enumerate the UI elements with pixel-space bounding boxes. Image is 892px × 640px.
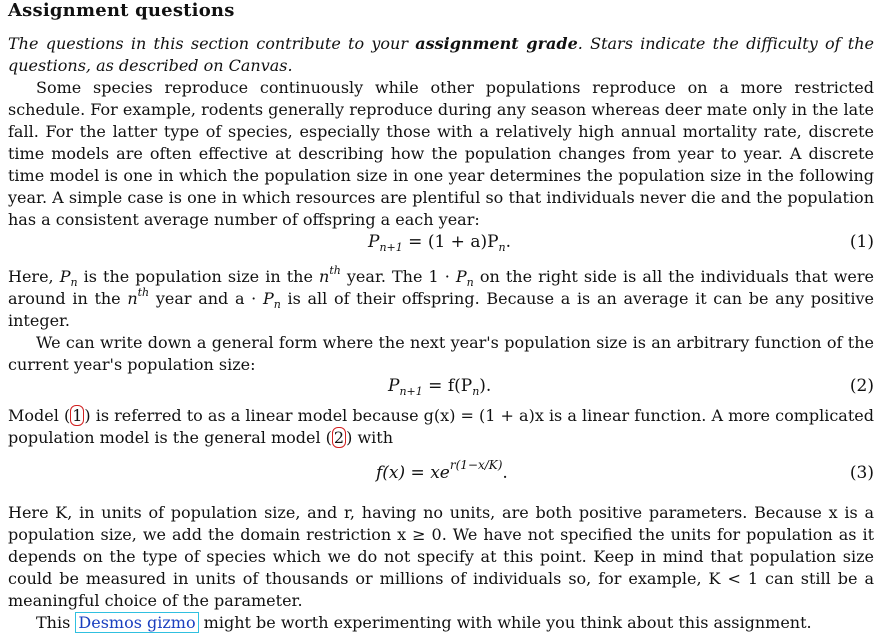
paragraph-4: Model ( 1 ) is referred to as a linear model because g(x) = (1 + a)x is a linear function. A more complicated population model is the general model ( 2 ) with: [8, 406, 874, 447]
section-heading: Assignment questions: [8, 0, 235, 21]
intro-after: . Stars indicate the difficulty of the questions, as described on Canvas.: [8, 34, 875, 75]
paragraph-2: Here, $P_n$ is the population size in the $n^{th}$ year. The $1 \cdot P_n$ on the right side is all the individuals that were around in the $n^{th}$ year and $a \cdot P_n$ is all of their offspring. Because a is an average it can be any positive integer.: [8, 264, 875, 330]
equation-2: [8, 376, 874, 400]
equation-2-number: (2): [849, 376, 874, 396]
paragraph-5: Here K, in units of population size, and r, having no units, are both positive parameters. Because x is a population size, we add the domain restriction x ≥ 0. We have not specified the units for population as it depends on the type of species which we do not specify at this point. Keep in mind that population size could be measured in units of thousands or millions of individuals so, for example, K < 1 can still be a meaningful choice of the parameter.: [8, 503, 874, 610]
equation-1-formula: $P_{n+1} = (1 + a)P_n$.: [368, 232, 512, 254]
equation-1-number: (1): [849, 232, 874, 252]
intro-before: The questions in this section contribute to your: [8, 34, 416, 53]
equation-3: [8, 458, 874, 487]
equation-ref-1[interactable]: 1: [72, 406, 83, 425]
intro-bold: assignment grade: [415, 34, 578, 53]
paragraph-1: Some species reproduce continuously while other populations reproduce on a more restricted schedule. For example, rodents generally reproduce during any season whereas deer mate only in the late fall. For the latter type of species, especially those with a relatively high annual mortality rate, discrete time models are often effective at describing how the population changes from year to year. A discrete time model is one in which the population size in one year determines the population size in the following year. A simple case is one in which resources are plentiful so that individuals never die and the population has a consistent average number of offspring a each year:: [8, 78, 874, 229]
equation-1: [8, 232, 874, 256]
equation-3-number: (3): [849, 463, 874, 483]
paragraph-3: We can write down a general form where the next year's population size is an arbitrary function of the current year's population size:: [8, 333, 874, 374]
equation-2-formula: $P_{n+1} = f(P_n)$.: [388, 376, 492, 398]
equation-ref-2[interactable]: 2: [333, 428, 345, 447]
intro-paragraph: [8, 33, 874, 77]
paragraph-6: This Desmos gizmo might be worth experimenting with while you think about this assignment.: [36, 613, 812, 632]
equation-3-formula: $f(x) = xe^{r(1-x/K)}$.: [376, 458, 508, 483]
desmos-gizmo-link[interactable]: Desmos gizmo: [75, 612, 198, 633]
